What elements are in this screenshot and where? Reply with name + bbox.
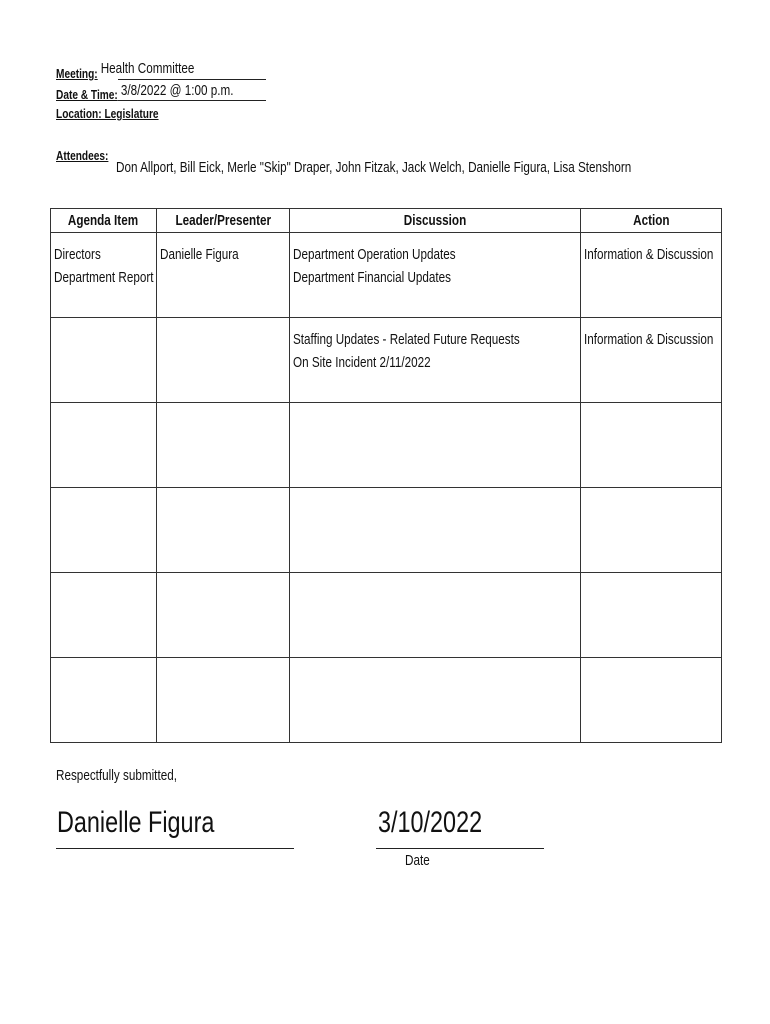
signature-line [56, 848, 294, 849]
meeting-underline [118, 79, 266, 80]
action-cell [581, 488, 722, 573]
table-row [51, 318, 722, 403]
leader-cell: Danielle Figura [157, 233, 290, 318]
agenda-item-cell [51, 318, 157, 403]
table-row [51, 573, 722, 658]
agenda-item-cell [51, 573, 157, 658]
agenda-item-cell [51, 488, 157, 573]
attendees-label: Attendees: [56, 148, 109, 163]
discussion-cell [290, 573, 581, 658]
meeting-field [56, 60, 233, 81]
table-header-row [51, 209, 722, 233]
datetime-label: Date & Time: [56, 87, 118, 102]
datetime-underline [118, 100, 266, 101]
discussion-cell [290, 403, 581, 488]
leader-cell [157, 658, 290, 743]
agenda-item-cell [51, 403, 157, 488]
header-action: Action [581, 209, 722, 233]
discussion-cell: Department Operation Updates Department Financial Updates [290, 233, 581, 318]
leader-cell [157, 573, 290, 658]
table-row [51, 403, 722, 488]
date-label: Date [405, 852, 430, 869]
meeting-line [56, 60, 195, 81]
meeting-label: Meeting: [56, 66, 98, 81]
attendees-value-field [116, 159, 770, 176]
signature-name: Danielle Figura [57, 806, 215, 839]
discussion-cell: Staffing Updates - Related Future Requests On Site Incident 2/11/2022 [290, 318, 581, 403]
action-cell [581, 403, 722, 488]
leader-cell [157, 488, 290, 573]
attendees-label-field [56, 147, 123, 163]
table-row [51, 488, 722, 573]
action-cell [581, 573, 722, 658]
header-agenda-item: Agenda Item [51, 209, 157, 233]
respectfully-submitted-text: Respectfully submitted, [56, 767, 177, 784]
location-label: Location: Legislature [56, 106, 159, 121]
datetime-value: 3/8/2022 @ 1:00 p.m. [120, 82, 234, 99]
action-cell: Information & Discussion [581, 233, 722, 318]
agenda-item-cell [51, 658, 157, 743]
table-row [51, 658, 722, 743]
meeting-value: Health Committee [100, 60, 195, 77]
datetime-field [56, 82, 284, 102]
leader-cell [157, 403, 290, 488]
leader-cell [157, 318, 290, 403]
date-line [376, 848, 544, 849]
datetime-line [56, 82, 234, 102]
agenda-table [50, 208, 722, 743]
discussion-cell [290, 658, 581, 743]
header-discussion: Discussion [290, 209, 581, 233]
action-cell [581, 658, 722, 743]
table-row [51, 233, 722, 318]
action-cell: Information & Discussion [581, 318, 722, 403]
location-field [56, 105, 187, 121]
attendees-value: Don Allport, Bill Eick, Merle "Skip" Draper, John Fitzak, Jack Welch, Danielle Figura, Lisa Stenshorn [116, 159, 632, 176]
agenda-item-cell: Directors Department Report [51, 233, 157, 318]
header-leader-presenter: Leader/Presenter [157, 209, 290, 233]
discussion-cell [290, 488, 581, 573]
signature-date: 3/10/2022 [378, 806, 483, 839]
